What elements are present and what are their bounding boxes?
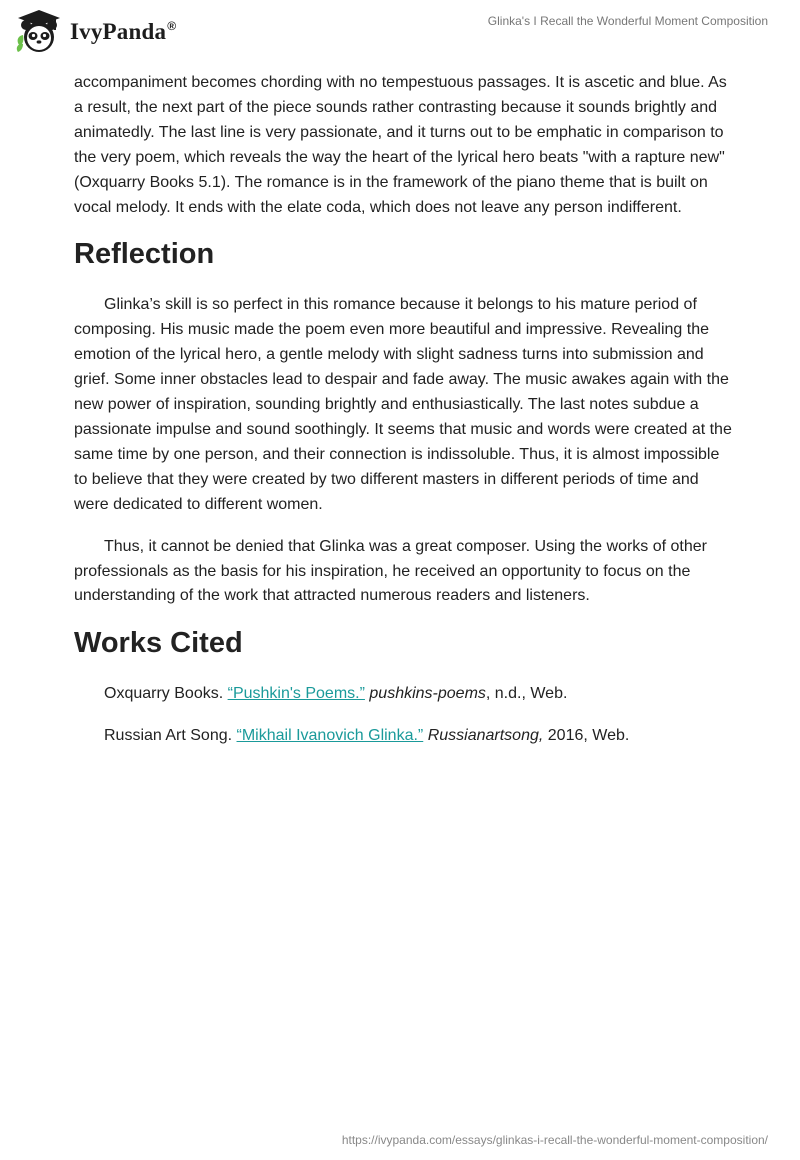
page-header — [0, 0, 800, 62]
citation-2 — [104, 724, 734, 748]
reflection-paragraph-2: Thus, it cannot be denied that Glinka was a great composer. Using the works of other professionals as the basis for his inspiration, he received an opportunity to focus on the understanding of the work that attracted numerous readers and listeners. — [74, 537, 707, 605]
reflection-heading: Reflection — [74, 238, 215, 271]
footer-source-url[interactable]: https://ivypanda.com/essays/glinkas-i-recall-the-wonderful-moment-composition/ — [341, 1133, 768, 1147]
essay-content — [74, 71, 734, 766]
citation-link-mikhail-glinka[interactable]: “Mikhail Ivanovich Glinka.” — [236, 727, 424, 745]
citation-author: Oxquarry Books. — [104, 685, 228, 703]
citation-link-pushkins-poems[interactable]: “Pushkin's Poems.” — [227, 685, 365, 703]
intro-paragraph: accompaniment becomes chording with no tempestuous passages. It is ascetic and blue. As a result, the next part of the piece sounds rather contrasting because it sounds brightly and animatedly. The last line is very passionate, and it turns out to be emphatic in comparison to the very poem, which reveals the way the heart of the lyrical hero beats "with a rapture new" (Oxquarry Books 5.1). The romance is in the framework of the piano theme that is built on vocal melody. It ends with the elate coda, which does not leave any person indifferent. — [74, 74, 727, 216]
citation-1 — [104, 682, 734, 706]
reflection-paragraph-1: Glinka’s skill is so perfect in this romance because it belongs to his mature period of composing. His music made the poem even more beautiful and impressive. Revealing the emotion of the lyrical hero, a gentle melody with slight sadness turns into submission and grief. Some inner obstacles lead to despair and fade away. The music awakes again with the new power of inspiration, sounding brightly and enthusiastically. The last notes subdue a passionate impulse and sound soothingly. It seems that music and words were created at the same time by one person, and their connection is indissoluble. Thus, it is almost impossible to believe that they were created by two different masters in different periods of time and were dedicated to different women. — [74, 296, 732, 513]
citation-source: Russianartsong, — [427, 727, 544, 745]
citation-source: pushkins-poems — [369, 685, 486, 703]
citation-details: 2016, Web. — [543, 727, 630, 745]
brand-name: IvyPanda® — [70, 19, 177, 44]
ivypanda-logo[interactable] — [14, 8, 176, 56]
registered-mark: ® — [167, 19, 177, 34]
panda-mascot-icon — [14, 8, 64, 56]
citation-author: Russian Art Song. — [104, 727, 237, 745]
citation-details: , n.d., Web. — [485, 685, 568, 703]
document-title: Glinka's I Recall the Wonderful Moment Composition — [487, 14, 768, 28]
works-cited-heading: Works Cited — [74, 627, 243, 660]
